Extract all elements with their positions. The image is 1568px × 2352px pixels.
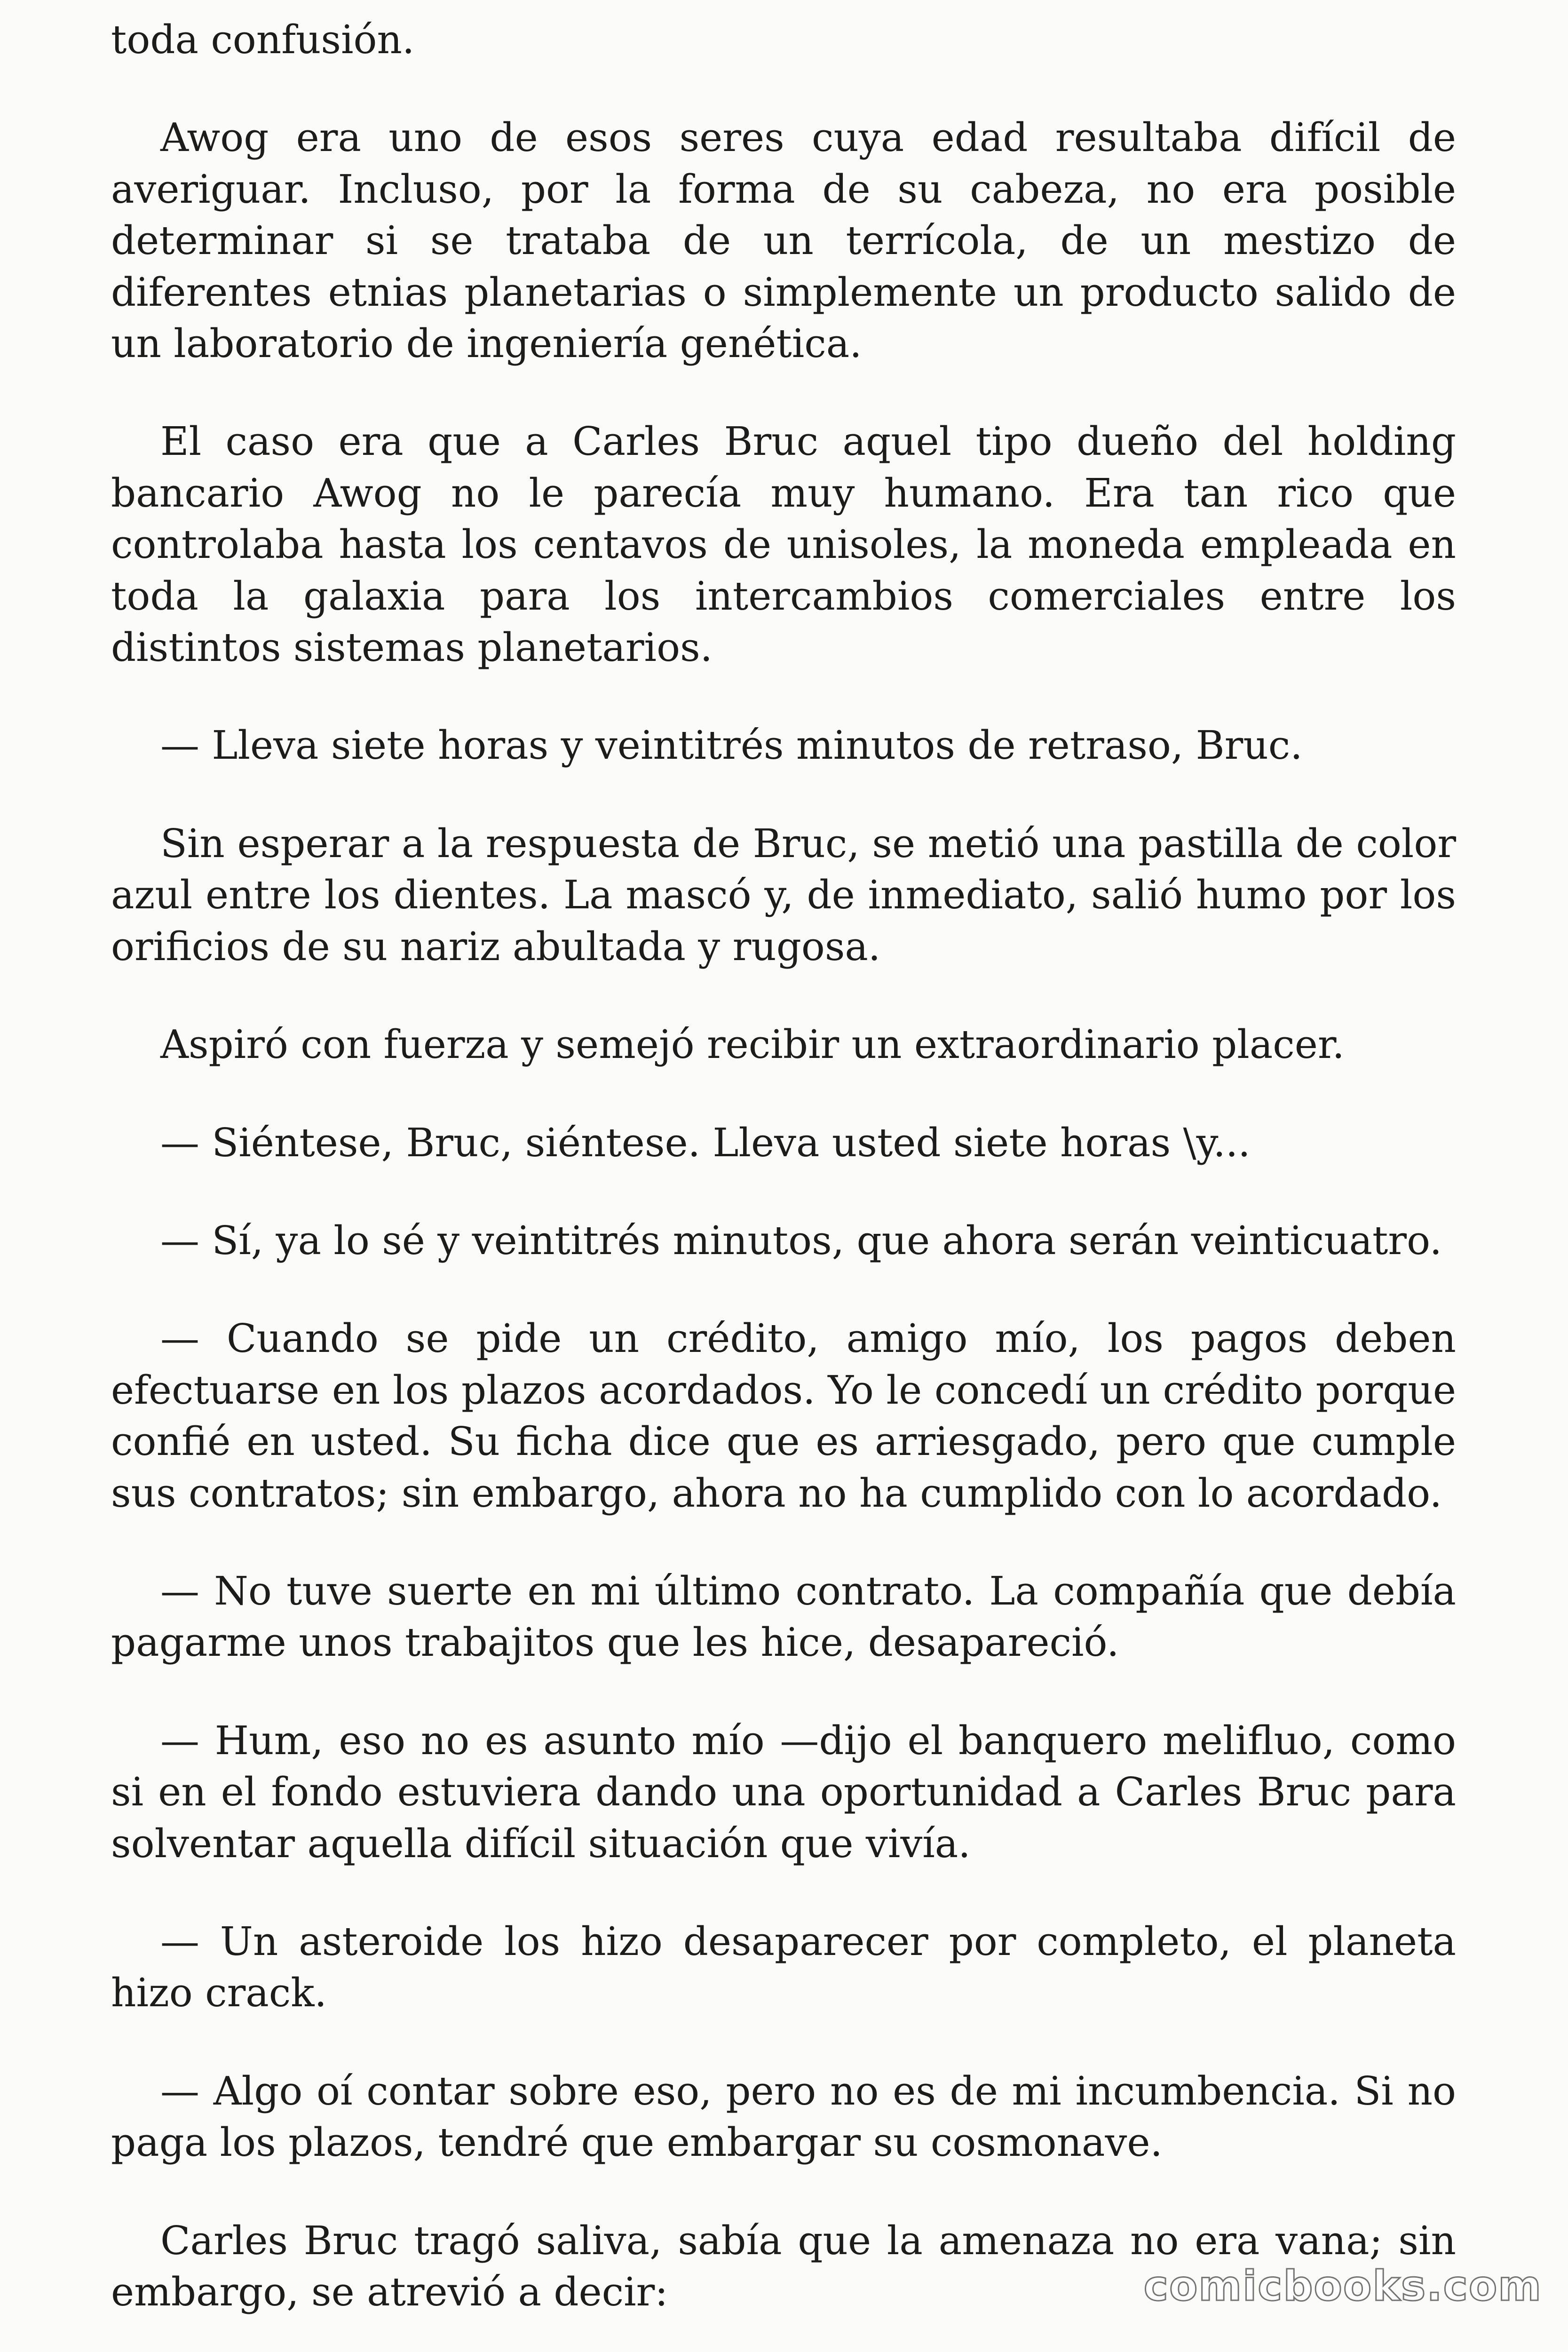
paragraph-5: Sin esperar a la respuesta de Bruc, se metió una pastilla de color azul entre los dientes. La mascó y, de inmediato, salió humo por los orificios de su nariz abultada y rugosa.: [111, 820, 1456, 969]
paragraph-7: — Siéntese, Bruc, siéntese. Lleva usted siete horas \y...: [160, 1120, 1251, 1166]
paragraph-6: Aspiró con fuerza y semejó recibir un extraordinario placer.: [160, 1022, 1345, 1068]
paragraph-2: Awog era uno de esos seres cuya edad resultaba difícil de averiguar. Incluso, por la forma de su cabeza, no era posible determinar si se trataba de un terrícola, de un mestizo de diferentes etnias planetarias o simplemente un producto salido de un laboratorio de ingeniería genética.: [111, 115, 1456, 367]
paragraph-3: El caso era que a Carles Bruc aquel tipo dueño del holding bancario Awog no le parecía muy humano. Era tan rico que controlaba hasta los centavos de unisoles, la moneda empleada en toda la galaxia para los intercambios comerciales entre los distintos sistemas planetarios.: [111, 419, 1456, 671]
paragraph-1: toda confusión.: [111, 17, 415, 63]
paragraph-10: — No tuve suerte en mi último contrato. La compañía que debía pagarme unos trabajitos que les hice, desapareció.: [111, 1568, 1456, 1666]
paragraph-12: — Un asteroide los hizo desaparecer por completo, el planeta hizo crack.: [111, 1918, 1456, 2016]
paragraph-11: — Hum, eso no es asunto mío —dijo el banquero melifluo, como si en el fondo estuviera dando una oportunidad a Carles Bruc para solventar aquella difícil situación que vivía.: [111, 1717, 1456, 1867]
paragraph-13: — Algo oí contar sobre eso, pero no es de mi incumbencia. Si no paga los plazos, tendré que embargar su cosmonave.: [111, 2068, 1456, 2166]
paragraph-9: — Cuando se pide un crédito, amigo mío, los pagos deben efectuarse en los plazos acordados. Yo le concedí un crédito porque confié en usted. Su ficha dice que es arriesgado, pero que cumple sus contratos; sin embargo, ahora no ha cumplido con lo acordado.: [111, 1316, 1456, 1516]
paragraph-8: — Sí, ya lo sé y veintitrés minutos, que ahora serán veinticuatro.: [160, 1217, 1442, 1263]
paragraph-4: — Lleva siete horas y veintitrés minutos de retraso, Bruc.: [160, 723, 1303, 769]
paragraph-14: Carles Bruc tragó saliva, sabía que la amenaza no era vana; sin embargo, se atrevió a decir:: [111, 2217, 1456, 2315]
book-page-text: [111, 14, 1456, 2352]
watermark: comicbooks.com: [1143, 2262, 1542, 2310]
